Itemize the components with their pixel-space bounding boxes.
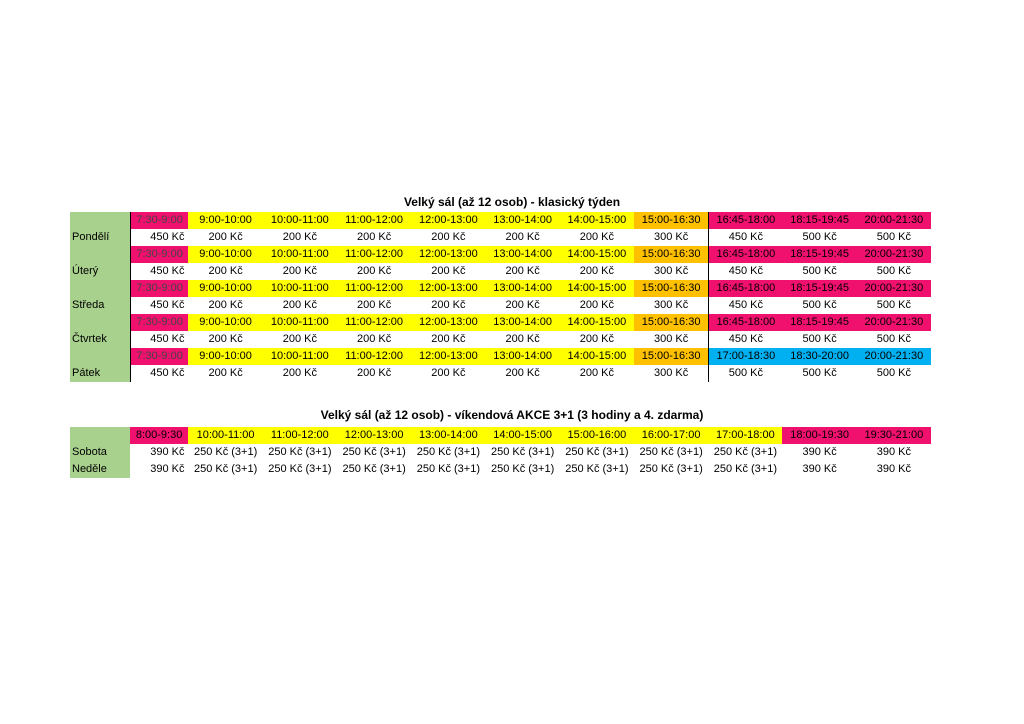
price-cell: 500 Kč — [876, 333, 911, 345]
time-slot-cell: 11:00-12:00 — [337, 314, 411, 331]
day-label: Úterý — [70, 263, 130, 280]
price-cell: 200 Kč — [579, 299, 614, 311]
price-cell: 250 Kč (3+1) — [713, 446, 777, 458]
time-slot-cell: 17:00-18:00 — [708, 427, 782, 444]
time-slot-cell: 11:00-12:00 — [337, 246, 411, 263]
price-cell: 200 Kč — [356, 333, 392, 345]
price-cell: 200 Kč — [579, 265, 614, 277]
weekday-pricing-table — [70, 212, 931, 382]
price-cell: 500 Kč — [876, 231, 911, 243]
price-cell: 200 Kč — [282, 333, 317, 345]
time-slot-cell: 14:00-15:00 — [560, 212, 634, 229]
price-cell: 200 Kč — [356, 265, 392, 277]
time-slot-cell: 7:30-9:00 — [130, 280, 189, 297]
price-row — [70, 331, 931, 348]
time-slot-cell: 12:00-13:00 — [411, 314, 485, 331]
price-cell: 450 Kč — [708, 229, 782, 246]
price-cell: 200 Kč — [505, 265, 540, 277]
price-cell: 200 Kč — [208, 333, 243, 345]
price-cell: 250 Kč (3+1) — [565, 446, 629, 458]
time-slot-cell: 11:00-12:00 — [337, 212, 411, 229]
price-cell: 300 Kč — [653, 367, 689, 379]
price-cell: 300 Kč — [653, 299, 689, 311]
price-cell: 450 Kč — [130, 365, 189, 382]
time-slot-cell: 20:00-21:30 — [857, 314, 931, 331]
price-cell: 500 Kč — [802, 367, 837, 379]
price-cell: 250 Kč (3+1) — [639, 463, 703, 475]
time-slot-cell: 17:00-18:30 — [708, 348, 782, 365]
price-cell: 500 Kč — [802, 333, 837, 345]
time-slot-cell: 18:00-19:30 — [782, 427, 856, 444]
price-row — [70, 365, 931, 382]
time-slot-cell: 10:00-11:00 — [263, 212, 337, 229]
time-slot-cell: 7:30-9:00 — [130, 246, 189, 263]
price-cell: 450 Kč — [708, 297, 782, 314]
time-slot-cell: 14:00-15:00 — [560, 280, 634, 297]
time-slot-cell: 9:00-10:00 — [188, 246, 262, 263]
price-cell: 200 Kč — [282, 265, 317, 277]
price-cell: 250 Kč (3+1) — [639, 446, 703, 458]
time-slot-cell: 20:00-21:30 — [857, 246, 931, 263]
day-label: Sobota — [70, 444, 130, 461]
day-label — [70, 212, 130, 229]
price-cell: 250 Kč (3+1) — [268, 463, 332, 475]
price-cell: 200 Kč — [431, 231, 466, 243]
day-label — [70, 348, 130, 365]
price-cell: 300 Kč — [653, 265, 689, 277]
day-label — [70, 246, 130, 263]
time-slot-cell: 15:00-16:30 — [634, 246, 708, 263]
price-row — [70, 297, 931, 314]
time-slot-cell: 13:00-14:00 — [411, 427, 485, 444]
day-label — [70, 427, 130, 444]
time-slot-cell: 11:00-12:00 — [263, 427, 337, 444]
time-slot-cell: 12:00-13:00 — [411, 280, 485, 297]
price-cell: 200 Kč — [431, 299, 466, 311]
time-slot-row — [70, 212, 931, 229]
time-slot-cell: 14:00-15:00 — [485, 427, 559, 444]
price-cell: 200 Kč — [579, 333, 614, 345]
price-cell: 250 Kč (3+1) — [342, 446, 406, 458]
time-slot-cell: 18:30-20:00 — [782, 348, 856, 365]
price-cell: 450 Kč — [708, 331, 782, 348]
time-slot-cell: 19:30-21:00 — [857, 427, 931, 444]
time-slot-cell: 12:00-13:00 — [411, 348, 485, 365]
price-cell: 200 Kč — [579, 367, 614, 379]
time-slot-cell: 10:00-11:00 — [263, 314, 337, 331]
weekend-price-row — [70, 461, 931, 478]
price-cell: 250 Kč (3+1) — [268, 446, 332, 458]
day-label — [70, 280, 130, 297]
time-slot-row — [70, 314, 931, 331]
time-slot-cell: 15:00-16:30 — [634, 212, 708, 229]
time-slot-cell: 14:00-15:00 — [560, 246, 634, 263]
price-cell: 500 Kč — [708, 365, 782, 382]
time-slot-cell: 10:00-11:00 — [263, 280, 337, 297]
price-cell: 200 Kč — [356, 367, 392, 379]
price-cell: 200 Kč — [282, 231, 317, 243]
day-label: Čtvrtek — [70, 331, 130, 348]
price-cell: 200 Kč — [505, 231, 540, 243]
price-cell: 200 Kč — [505, 299, 540, 311]
price-cell: 200 Kč — [431, 367, 466, 379]
time-slot-cell: 9:00-10:00 — [188, 280, 262, 297]
time-slot-cell: 7:30-9:00 — [130, 314, 189, 331]
time-slot-cell: 13:00-14:00 — [485, 246, 559, 263]
time-slot-cell: 14:00-15:00 — [560, 314, 634, 331]
day-label: Pátek — [70, 365, 130, 382]
price-cell: 200 Kč — [505, 333, 540, 345]
price-cell: 300 Kč — [653, 231, 689, 243]
time-slot-row — [70, 348, 931, 365]
time-slot-cell: 13:00-14:00 — [485, 280, 559, 297]
weekday-title: Velký sál (až 12 osob) - klasický týden — [403, 195, 621, 209]
price-cell: 200 Kč — [579, 231, 614, 243]
time-slot-cell: 7:30-9:00 — [130, 212, 189, 229]
price-cell: 200 Kč — [208, 299, 243, 311]
price-cell: 250 Kč (3+1) — [193, 463, 258, 475]
day-label: Neděle — [70, 461, 130, 478]
day-label: Středa — [70, 297, 130, 314]
time-slot-cell: 10:00-11:00 — [188, 427, 262, 444]
time-slot-cell: 10:00-11:00 — [263, 348, 337, 365]
time-slot-cell: 13:00-14:00 — [485, 348, 559, 365]
time-slot-cell: 10:00-11:00 — [263, 246, 337, 263]
price-cell: 500 Kč — [876, 299, 911, 311]
time-slot-row — [70, 280, 931, 297]
price-cell: 450 Kč — [708, 263, 782, 280]
price-cell: 450 Kč — [130, 263, 189, 280]
time-slot-cell: 13:00-14:00 — [485, 314, 559, 331]
time-slot-cell: 12:00-13:00 — [337, 427, 411, 444]
weekend-price-row — [70, 444, 931, 461]
price-cell: 250 Kč (3+1) — [713, 463, 777, 475]
time-slot-cell: 18:15-19:45 — [782, 246, 856, 263]
time-slot-cell: 20:00-21:30 — [857, 212, 931, 229]
price-cell: 200 Kč — [356, 299, 392, 311]
price-cell: 200 Kč — [208, 367, 243, 379]
price-cell: 250 Kč (3+1) — [565, 463, 629, 475]
price-cell: 390 Kč — [802, 463, 837, 475]
time-slot-cell: 16:45-18:00 — [708, 212, 782, 229]
time-slot-cell: 9:00-10:00 — [188, 348, 262, 365]
time-slot-cell: 16:00-17:00 — [634, 427, 708, 444]
time-slot-cell: 20:00-21:30 — [857, 348, 931, 365]
time-slot-cell: 14:00-15:00 — [560, 348, 634, 365]
time-slot-cell: 8:00-9:30 — [130, 427, 189, 444]
day-label — [70, 314, 130, 331]
time-slot-cell: 16:45-18:00 — [708, 314, 782, 331]
price-cell: 450 Kč — [130, 229, 189, 246]
price-cell: 200 Kč — [356, 231, 392, 243]
price-cell: 250 Kč (3+1) — [416, 446, 480, 458]
price-cell: 390 Kč — [876, 463, 911, 475]
time-slot-cell: 13:00-14:00 — [485, 212, 559, 229]
price-cell: 200 Kč — [208, 231, 243, 243]
time-slot-cell: 18:15-19:45 — [782, 280, 856, 297]
price-cell: 200 Kč — [431, 265, 466, 277]
price-row — [70, 263, 931, 280]
time-slot-cell: 15:00-16:00 — [560, 427, 634, 444]
price-cell: 390 Kč — [150, 463, 185, 475]
price-cell: 250 Kč (3+1) — [416, 463, 480, 475]
time-slot-cell: 15:00-16:30 — [634, 314, 708, 331]
price-cell: 250 Kč (3+1) — [193, 446, 258, 458]
price-cell: 390 Kč — [150, 446, 185, 458]
price-cell: 250 Kč (3+1) — [342, 463, 406, 475]
price-cell: 500 Kč — [802, 265, 837, 277]
time-slot-row — [70, 246, 931, 263]
price-cell: 500 Kč — [876, 367, 911, 379]
weekend-pricing-table — [70, 427, 931, 478]
time-slot-cell: 12:00-13:00 — [411, 212, 485, 229]
time-slot-cell: 15:00-16:30 — [634, 348, 708, 365]
price-cell: 390 Kč — [876, 446, 911, 458]
price-cell: 250 Kč (3+1) — [490, 446, 555, 458]
price-cell: 500 Kč — [876, 265, 911, 277]
weekend-title: Velký sál (až 12 osob) - víkendová AKCE 3+1 (3 hodiny a 4. zdarma) — [320, 408, 704, 422]
time-slot-cell: 18:15-19:45 — [782, 212, 856, 229]
weekend-time-slot-row — [70, 427, 931, 444]
time-slot-cell: 18:15-19:45 — [782, 314, 856, 331]
day-label: Pondělí — [70, 229, 130, 246]
time-slot-cell: 16:45-18:00 — [708, 280, 782, 297]
price-cell: 200 Kč — [505, 367, 540, 379]
time-slot-cell: 11:00-12:00 — [337, 280, 411, 297]
price-cell: 200 Kč — [431, 333, 466, 345]
time-slot-cell: 20:00-21:30 — [857, 280, 931, 297]
price-cell: 450 Kč — [130, 331, 189, 348]
price-cell: 500 Kč — [802, 299, 837, 311]
time-slot-cell: 15:00-16:30 — [634, 280, 708, 297]
price-cell: 300 Kč — [653, 333, 689, 345]
time-slot-cell: 7:30-9:00 — [130, 348, 189, 365]
time-slot-cell: 16:45-18:00 — [708, 246, 782, 263]
price-cell: 250 Kč (3+1) — [490, 463, 555, 475]
price-cell: 450 Kč — [130, 297, 189, 314]
time-slot-cell: 9:00-10:00 — [188, 212, 262, 229]
price-cell: 390 Kč — [802, 446, 837, 458]
time-slot-cell: 11:00-12:00 — [337, 348, 411, 365]
price-cell: 500 Kč — [802, 231, 837, 243]
price-cell: 200 Kč — [282, 367, 317, 379]
time-slot-cell: 12:00-13:00 — [411, 246, 485, 263]
price-cell: 200 Kč — [208, 265, 243, 277]
price-row — [70, 229, 931, 246]
price-cell: 200 Kč — [282, 299, 317, 311]
time-slot-cell: 9:00-10:00 — [188, 314, 262, 331]
